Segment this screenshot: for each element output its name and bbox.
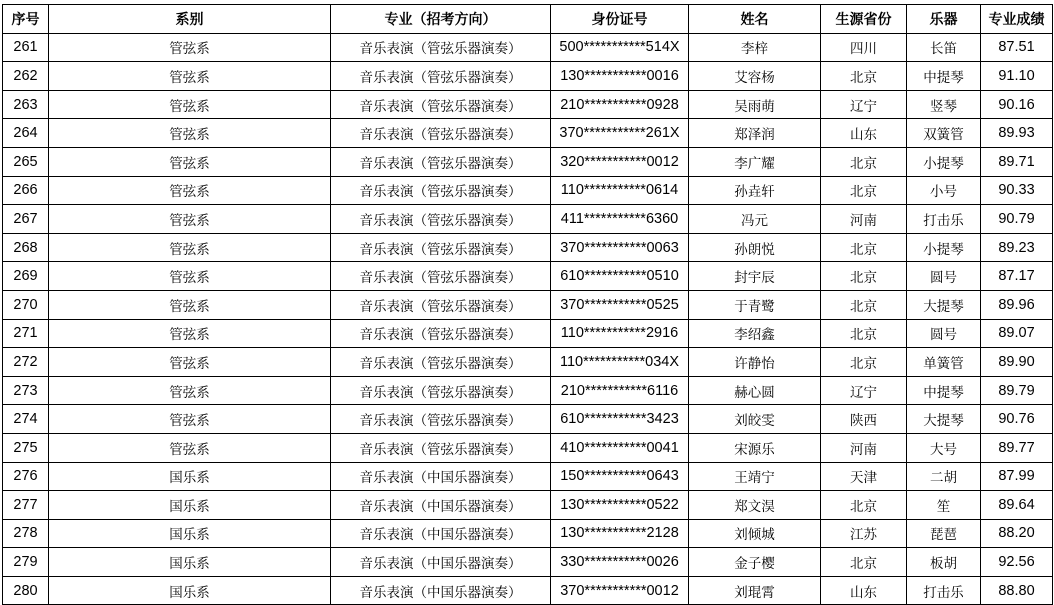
- table-row: [3, 433, 1053, 462]
- cell-name: 李绍鑫: [689, 319, 821, 348]
- cell-major: 音乐表演（中国乐器演奏）: [331, 576, 551, 605]
- cell-department: 国乐系: [49, 548, 331, 577]
- table-row: [3, 90, 1053, 119]
- cell-id-number: 610***********3423: [551, 405, 689, 434]
- cell-province: 山东: [821, 576, 907, 605]
- cell-id-number: 110***********2916: [551, 319, 689, 348]
- cell-instrument: 笙: [907, 491, 981, 520]
- cell-department: 管弦系: [49, 262, 331, 291]
- table-row: [3, 205, 1053, 234]
- cell-major: 音乐表演（管弦乐器演奏）: [331, 33, 551, 62]
- cell-name: 李广耀: [689, 147, 821, 176]
- cell-province: 四川: [821, 33, 907, 62]
- table-row: [3, 348, 1053, 377]
- cell-index: 270: [3, 290, 49, 319]
- cell-province: 天津: [821, 462, 907, 491]
- cell-department: 国乐系: [49, 462, 331, 491]
- col-header-major: 专业（招考方向）: [331, 5, 551, 34]
- cell-score: 89.23: [981, 233, 1053, 262]
- cell-id-number: 130***********2128: [551, 519, 689, 548]
- table-row: [3, 119, 1053, 148]
- cell-major: 音乐表演（管弦乐器演奏）: [331, 405, 551, 434]
- cell-index: 276: [3, 462, 49, 491]
- cell-score: 87.51: [981, 33, 1053, 62]
- cell-department: 管弦系: [49, 147, 331, 176]
- table-header-row: [3, 5, 1053, 34]
- cell-instrument: 板胡: [907, 548, 981, 577]
- cell-name: 李梓: [689, 33, 821, 62]
- cell-name: 赫心圆: [689, 376, 821, 405]
- table-row: [3, 262, 1053, 291]
- cell-index: 278: [3, 519, 49, 548]
- col-header-name: 姓名: [689, 5, 821, 34]
- table-body: [3, 33, 1053, 605]
- cell-score: 89.07: [981, 319, 1053, 348]
- table-row: [3, 62, 1053, 91]
- cell-instrument: 竖琴: [907, 90, 981, 119]
- table-row: [3, 491, 1053, 520]
- cell-name: 宋源乐: [689, 433, 821, 462]
- cell-id-number: 610***********0510: [551, 262, 689, 291]
- cell-major: 音乐表演（管弦乐器演奏）: [331, 62, 551, 91]
- cell-score: 88.20: [981, 519, 1053, 548]
- cell-name: 王靖宁: [689, 462, 821, 491]
- col-header-province: 生源省份: [821, 5, 907, 34]
- cell-score: 89.90: [981, 348, 1053, 377]
- cell-major: 音乐表演（管弦乐器演奏）: [331, 119, 551, 148]
- cell-major: 音乐表演（管弦乐器演奏）: [331, 433, 551, 462]
- cell-department: 国乐系: [49, 519, 331, 548]
- cell-department: 管弦系: [49, 319, 331, 348]
- cell-major: 音乐表演（管弦乐器演奏）: [331, 205, 551, 234]
- table-row: [3, 33, 1053, 62]
- cell-name: 于青鹭: [689, 290, 821, 319]
- cell-id-number: 330***********0026: [551, 548, 689, 577]
- cell-instrument: 大号: [907, 433, 981, 462]
- cell-name: 吴雨萌: [689, 90, 821, 119]
- col-header-id-number: 身份证号: [551, 5, 689, 34]
- cell-index: 265: [3, 147, 49, 176]
- cell-instrument: 圆号: [907, 319, 981, 348]
- cell-name: 刘皎雯: [689, 405, 821, 434]
- cell-id-number: 370***********0063: [551, 233, 689, 262]
- cell-id-number: 210***********6116: [551, 376, 689, 405]
- cell-province: 北京: [821, 348, 907, 377]
- cell-index: 267: [3, 205, 49, 234]
- cell-instrument: 小提琴: [907, 147, 981, 176]
- cell-province: 北京: [821, 233, 907, 262]
- cell-score: 91.10: [981, 62, 1053, 91]
- cell-id-number: 110***********034X: [551, 348, 689, 377]
- cell-major: 音乐表演（中国乐器演奏）: [331, 462, 551, 491]
- cell-index: 280: [3, 576, 49, 605]
- cell-instrument: 小提琴: [907, 233, 981, 262]
- cell-instrument: 二胡: [907, 462, 981, 491]
- table-row: [3, 548, 1053, 577]
- cell-province: 北京: [821, 147, 907, 176]
- cell-index: 264: [3, 119, 49, 148]
- cell-major: 音乐表演（中国乐器演奏）: [331, 491, 551, 520]
- cell-province: 北京: [821, 290, 907, 319]
- cell-id-number: 130***********0016: [551, 62, 689, 91]
- cell-province: 辽宁: [821, 376, 907, 405]
- cell-score: 89.77: [981, 433, 1053, 462]
- cell-score: 92.56: [981, 548, 1053, 577]
- cell-instrument: 琵琶: [907, 519, 981, 548]
- table-row: [3, 519, 1053, 548]
- cell-instrument: 大提琴: [907, 405, 981, 434]
- cell-major: 音乐表演（中国乐器演奏）: [331, 519, 551, 548]
- cell-instrument: 中提琴: [907, 376, 981, 405]
- cell-score: 89.64: [981, 491, 1053, 520]
- cell-instrument: 长笛: [907, 33, 981, 62]
- cell-department: 管弦系: [49, 433, 331, 462]
- cell-index: 274: [3, 405, 49, 434]
- cell-major: 音乐表演（管弦乐器演奏）: [331, 262, 551, 291]
- table-row: [3, 405, 1053, 434]
- cell-name: 许静怡: [689, 348, 821, 377]
- cell-index: 268: [3, 233, 49, 262]
- cell-id-number: 500***********514X: [551, 33, 689, 62]
- cell-department: 管弦系: [49, 90, 331, 119]
- cell-id-number: 210***********0928: [551, 90, 689, 119]
- cell-department: 管弦系: [49, 348, 331, 377]
- col-header-instrument: 乐器: [907, 5, 981, 34]
- cell-name: 艾容杨: [689, 62, 821, 91]
- cell-instrument: 双簧管: [907, 119, 981, 148]
- cell-department: 管弦系: [49, 119, 331, 148]
- cell-department: 管弦系: [49, 405, 331, 434]
- cell-name: 孙垚轩: [689, 176, 821, 205]
- table-row: [3, 319, 1053, 348]
- cell-index: 277: [3, 491, 49, 520]
- table-row: [3, 376, 1053, 405]
- cell-province: 河南: [821, 205, 907, 234]
- cell-province: 北京: [821, 491, 907, 520]
- cell-index: 271: [3, 319, 49, 348]
- cell-instrument: 小号: [907, 176, 981, 205]
- admission-results-table: [2, 4, 1053, 605]
- cell-id-number: 150***********0643: [551, 462, 689, 491]
- cell-major: 音乐表演（管弦乐器演奏）: [331, 147, 551, 176]
- cell-province: 江苏: [821, 519, 907, 548]
- cell-id-number: 410***********0041: [551, 433, 689, 462]
- cell-province: 山东: [821, 119, 907, 148]
- cell-province: 北京: [821, 176, 907, 205]
- cell-score: 90.76: [981, 405, 1053, 434]
- cell-name: 郑文淏: [689, 491, 821, 520]
- cell-name: 封宇辰: [689, 262, 821, 291]
- cell-id-number: 130***********0522: [551, 491, 689, 520]
- cell-score: 89.79: [981, 376, 1053, 405]
- cell-province: 北京: [821, 548, 907, 577]
- cell-index: 263: [3, 90, 49, 119]
- table-row: [3, 462, 1053, 491]
- cell-name: 郑泽润: [689, 119, 821, 148]
- cell-department: 管弦系: [49, 376, 331, 405]
- table-row: [3, 576, 1053, 605]
- cell-index: 262: [3, 62, 49, 91]
- cell-department: 管弦系: [49, 176, 331, 205]
- cell-major: 音乐表演（管弦乐器演奏）: [331, 90, 551, 119]
- cell-score: 87.99: [981, 462, 1053, 491]
- cell-id-number: 320***********0012: [551, 147, 689, 176]
- cell-id-number: 411***********6360: [551, 205, 689, 234]
- cell-major: 音乐表演（中国乐器演奏）: [331, 548, 551, 577]
- cell-index: 266: [3, 176, 49, 205]
- cell-score: 89.71: [981, 147, 1053, 176]
- table-row: [3, 176, 1053, 205]
- cell-name: 冯元: [689, 205, 821, 234]
- cell-province: 河南: [821, 433, 907, 462]
- cell-name: 孙朗悦: [689, 233, 821, 262]
- cell-instrument: 打击乐: [907, 205, 981, 234]
- cell-score: 90.16: [981, 90, 1053, 119]
- cell-department: 管弦系: [49, 33, 331, 62]
- cell-id-number: 370***********0012: [551, 576, 689, 605]
- cell-name: 刘琨霄: [689, 576, 821, 605]
- col-header-index: 序号: [3, 5, 49, 34]
- cell-index: 275: [3, 433, 49, 462]
- cell-major: 音乐表演（管弦乐器演奏）: [331, 376, 551, 405]
- cell-major: 音乐表演（管弦乐器演奏）: [331, 348, 551, 377]
- cell-major: 音乐表演（管弦乐器演奏）: [331, 290, 551, 319]
- cell-score: 88.80: [981, 576, 1053, 605]
- table-row: [3, 233, 1053, 262]
- cell-major: 音乐表演（管弦乐器演奏）: [331, 319, 551, 348]
- cell-score: 89.93: [981, 119, 1053, 148]
- cell-score: 90.33: [981, 176, 1053, 205]
- cell-instrument: 打击乐: [907, 576, 981, 605]
- cell-province: 北京: [821, 262, 907, 291]
- cell-index: 279: [3, 548, 49, 577]
- cell-department: 管弦系: [49, 290, 331, 319]
- cell-name: 金子樱: [689, 548, 821, 577]
- cell-province: 辽宁: [821, 90, 907, 119]
- cell-index: 261: [3, 33, 49, 62]
- cell-name: 刘倾城: [689, 519, 821, 548]
- cell-department: 管弦系: [49, 62, 331, 91]
- cell-major: 音乐表演（管弦乐器演奏）: [331, 233, 551, 262]
- cell-index: 269: [3, 262, 49, 291]
- cell-department: 管弦系: [49, 233, 331, 262]
- cell-province: 陕西: [821, 405, 907, 434]
- cell-department: 管弦系: [49, 205, 331, 234]
- cell-instrument: 圆号: [907, 262, 981, 291]
- cell-id-number: 370***********261X: [551, 119, 689, 148]
- cell-score: 89.96: [981, 290, 1053, 319]
- cell-instrument: 大提琴: [907, 290, 981, 319]
- cell-id-number: 370***********0525: [551, 290, 689, 319]
- cell-instrument: 单簧管: [907, 348, 981, 377]
- table-row: [3, 147, 1053, 176]
- cell-major: 音乐表演（管弦乐器演奏）: [331, 176, 551, 205]
- col-header-score: 专业成绩: [981, 5, 1053, 34]
- col-header-department: 系别: [49, 5, 331, 34]
- cell-index: 273: [3, 376, 49, 405]
- cell-id-number: 110***********0614: [551, 176, 689, 205]
- cell-department: 国乐系: [49, 576, 331, 605]
- cell-province: 北京: [821, 319, 907, 348]
- table-row: [3, 290, 1053, 319]
- cell-score: 87.17: [981, 262, 1053, 291]
- cell-score: 90.79: [981, 205, 1053, 234]
- cell-index: 272: [3, 348, 49, 377]
- cell-province: 北京: [821, 62, 907, 91]
- cell-department: 国乐系: [49, 491, 331, 520]
- cell-instrument: 中提琴: [907, 62, 981, 91]
